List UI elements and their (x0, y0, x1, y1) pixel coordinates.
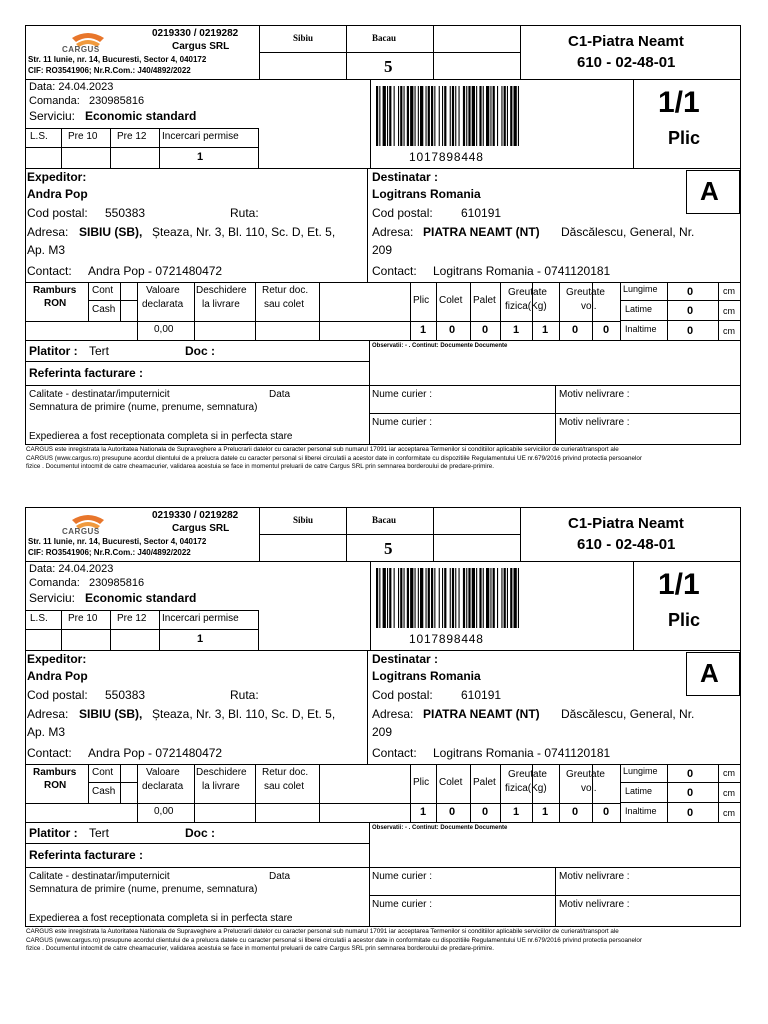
inaltime-value: 0 (687, 807, 694, 819)
barcode-bar (415, 568, 416, 628)
barcode-bar (514, 568, 517, 628)
zone-letter: A (700, 176, 719, 206)
barcode-bar (468, 568, 470, 628)
barcode-bar (387, 568, 388, 628)
route-count: 5 (384, 539, 393, 558)
recipient-address-num: 209 (372, 243, 393, 257)
barcode-bar (428, 86, 430, 146)
la-livrare-label: la livrare (202, 781, 240, 792)
sender-postal-label: Cod postal: (27, 206, 88, 220)
barcode-bar (486, 86, 489, 146)
courier-reason-label-2: Motiv nelivrare : (559, 417, 630, 428)
greutate-vol-label: Greutate (566, 769, 605, 780)
barcode-bar (518, 86, 519, 146)
observations: Observatii: - . Continut: Documente Documente (372, 825, 508, 831)
retur-label: Retur doc. (262, 767, 309, 778)
barcode-bar (415, 86, 416, 146)
barcode-bar (501, 86, 502, 146)
cont-label: Cont (92, 285, 114, 296)
fizica-label: fizica(Kg) (505, 783, 547, 794)
barcode-bar (418, 568, 419, 628)
valoare-label: Valoare (146, 767, 180, 778)
plic-value: 1 (420, 806, 427, 818)
vol-label: vol. (581, 301, 597, 312)
barcode-bar (504, 86, 506, 146)
awb-label-top (0, 0, 768, 482)
barcode-bar (389, 86, 391, 146)
ramburs-currency: RON (44, 298, 67, 309)
barcode-bar (463, 86, 465, 146)
barcode-bar (434, 86, 435, 146)
barcode-bar (518, 568, 519, 628)
declarata-label: declarata (142, 781, 184, 792)
latime-unit: cm (723, 788, 735, 798)
barcode-bar (398, 568, 399, 628)
weight-a-value: 1 (513, 806, 520, 818)
barcode-bar (400, 568, 402, 628)
company-registry: CIF: RO3541906; Nr.R.Com.: J40/4892/2022 (28, 548, 191, 557)
latime-value: 0 (687, 787, 694, 799)
route-code: 610 - 02-48-01 (577, 54, 676, 71)
inaltime-label: Inaltime (625, 806, 657, 816)
signature-quality: Calitate - destinatar/imputernicit (29, 871, 170, 882)
signature-quality: Calitate - destinatar/imputernicit (29, 389, 170, 400)
barcode-bar (376, 86, 378, 146)
option-pre10: Pre 10 (68, 131, 98, 142)
barcode-bar (418, 86, 419, 146)
vol-a-value: 0 (572, 324, 579, 336)
sender-address-label: Adresa: (27, 225, 69, 239)
barcode-bar (431, 568, 433, 628)
lungime-value: 0 (687, 286, 694, 298)
la-livrare-label: la livrare (202, 299, 240, 310)
barcode-bar (394, 568, 395, 628)
legal-line-1: CARGUS este inregistrata la Autoritatea Nationala de Supraveghere a Prelucrarii datelor cu caracter personal sub numarul 17091 iar acceptarea Termenilor si conditiilor aplicabile serviciilor de curierat/transport ale (26, 446, 619, 453)
payer-value: Tert (89, 826, 110, 840)
valoare-label: Valoare (146, 285, 180, 296)
barcode-bar (450, 568, 451, 628)
barcode-bar (486, 568, 489, 628)
option-pre12: Pre 12 (117, 131, 147, 142)
sender-address-apt: Ap. M3 (27, 725, 66, 739)
barcode-bar (490, 86, 491, 146)
barcode-bar (463, 568, 465, 628)
route-destination: Bacau (372, 515, 397, 525)
received-statement: Expedierea a fost receptionata completa si in perfecta stare (29, 913, 293, 924)
barcode-bar (510, 86, 512, 146)
cash-label: Cash (92, 304, 116, 315)
order-number: 230985816 (89, 577, 145, 589)
retur-label: Retur doc. (262, 285, 309, 296)
barcode-bar (507, 568, 508, 628)
barcode-graphic (376, 568, 520, 628)
barcode-bar (426, 86, 427, 146)
shipment-date: Data: 24.04.2023 (29, 563, 114, 575)
option-pre10: Pre 10 (68, 613, 98, 624)
barcode-bar (400, 86, 402, 146)
lungime-unit: cm (723, 286, 735, 296)
sau-colet-label: sau colet (264, 299, 305, 310)
ramburs-currency: RON (44, 780, 67, 791)
inaltime-value: 0 (687, 325, 694, 337)
barcode-bar (389, 568, 391, 628)
barcode-bar (490, 568, 491, 628)
recipient-contact-label: Contact: (372, 264, 417, 278)
sender-address-city: SIBIU (SB), (79, 707, 143, 721)
legal-line-2: CARGUS (www.cargus.ro) presupune acordul clientului de a prelucra datele cu caracter personal si liberei circulatii a acestor date in conformitate cu dispozitiile Regulamentului UE nr.679/2016 privind protectia persoanelor (26, 455, 643, 462)
recipient-address-street: Dăscălescu, General, Nr. (561, 225, 695, 239)
palet-value: 0 (482, 324, 489, 336)
barcode-bar (514, 86, 517, 146)
declarata-label: declarata (142, 299, 184, 310)
sender-contact: Andra Pop - 0721480472 (88, 264, 223, 278)
barcode-bar (379, 568, 380, 628)
received-statement: Expedierea a fost receptionata completa si in perfecta stare (29, 431, 293, 442)
reference-label: Referinta facturare : (29, 848, 144, 862)
recipient-contact: Logitrans Romania - 0741120181 (433, 264, 611, 278)
recipient-postal: 610191 (461, 206, 502, 220)
barcode-bar (420, 86, 423, 146)
route-code: 610 - 02-48-01 (577, 536, 676, 553)
greutate-label: Greutate (508, 287, 547, 298)
courier-name-label-2: Nume curier : (372, 899, 433, 910)
legal-line-3: fizice . Documentul intocmit de catre cheamacurier, validarea acestuia se face in momentul preluarii de catre Cargus SRL prin semnarea borderoului de predare-primire. (26, 945, 495, 952)
barcode-bar (450, 86, 451, 146)
barcode-bar (442, 86, 443, 146)
company-registry: CIF: RO3541906; Nr.R.Com.: J40/4892/2022 (28, 66, 191, 75)
inaltime-unit: cm (723, 808, 735, 818)
cash-label: Cash (92, 786, 116, 797)
recipient-contact-label: Contact: (372, 746, 417, 760)
legal-line-2: CARGUS (www.cargus.ro) presupune acordul clientului de a prelucra datele cu caracter personal si liberei circulatii a acestor date in conformitate cu dispozitiile Regulamentului UE nr.679/2016 privind protectia persoanelor (26, 937, 643, 944)
recipient-address-label: Adresa: (372, 707, 414, 721)
route-center: C1-Piatra Neamt (568, 33, 684, 50)
payer-value: Tert (89, 344, 110, 358)
declared-value: 0,00 (154, 806, 174, 817)
barcode-bar (510, 568, 512, 628)
route-center: C1-Piatra Neamt (568, 515, 684, 532)
vol-label: vol. (581, 783, 597, 794)
inaltime-label: Inaltime (625, 324, 657, 334)
sender-route-label: Ruta: (230, 688, 259, 702)
weight-a-value: 1 (513, 324, 520, 336)
company-name: Cargus SRL (172, 523, 230, 534)
deschidere-label: Deschidere (196, 767, 247, 778)
sender-heading: Expeditor: (27, 170, 87, 184)
courier-reason-label-2: Motiv nelivrare : (559, 899, 630, 910)
company-address: Str. 11 Iunie, nr. 14, Bucuresti, Sector 4, 040172 (28, 537, 207, 546)
inaltime-unit: cm (723, 326, 735, 336)
barcode-bar (483, 568, 484, 628)
barcode-bar (493, 568, 495, 628)
barcode-bar (493, 86, 495, 146)
logo-text: CARGUS (62, 45, 100, 54)
barcode-bar (501, 568, 502, 628)
package-type: Plic (668, 610, 701, 630)
recipient-contact: Logitrans Romania - 0741120181 (433, 746, 611, 760)
zone-letter: A (700, 658, 719, 688)
courier-name-label: Nume curier : (372, 389, 433, 400)
barcode-bar (439, 86, 440, 146)
sender-heading: Expeditor: (27, 652, 87, 666)
lungime-label: Lungime (623, 284, 658, 294)
plic-value: 1 (420, 324, 427, 336)
recipient-address-city: PIATRA NEAMT (NT) (423, 225, 540, 239)
barcode-bar (376, 568, 378, 628)
barcode-bar (466, 568, 467, 628)
logo-text: CARGUS (62, 527, 100, 536)
colet-label: Colet (439, 295, 463, 306)
signature-line: Semnatura de primire (nume, prenume, semnatura) (29, 884, 258, 895)
sau-colet-label: sau colet (264, 781, 305, 792)
barcode-bar (444, 568, 446, 628)
shipment-date: Data: 24.04.2023 (29, 81, 114, 93)
attempts-label: Incercari permise (162, 131, 239, 142)
barcode-bar (479, 86, 481, 146)
sender-name: Andra Pop (27, 669, 88, 683)
latime-label: Latime (625, 304, 653, 314)
observations: Observatii: - . Continut: Documente Documente (372, 343, 508, 349)
company-phones: 0219330 / 0219282 (152, 510, 239, 521)
payer-label: Platitor : (29, 344, 78, 358)
colet-value: 0 (449, 806, 456, 818)
barcode-bar (459, 568, 460, 628)
greutate-label: Greutate (508, 769, 547, 780)
sender-address-street: Șteaza, Nr. 3, Bl. 110, Sc. D, Et. 5, (152, 225, 336, 239)
latime-unit: cm (723, 306, 735, 316)
signature-date: Data (269, 389, 291, 400)
barcode-bar (468, 86, 470, 146)
deschidere-label: Deschidere (196, 285, 247, 296)
barcode-bar (444, 86, 446, 146)
barcode-bar (387, 86, 388, 146)
barcode-bar (455, 568, 456, 628)
doc-label: Doc : (185, 344, 215, 358)
ramburs-label: Ramburs (33, 285, 77, 296)
recipient-address-city: PIATRA NEAMT (NT) (423, 707, 540, 721)
route-origin: Sibiu (293, 33, 314, 43)
plic-label: Plic (413, 295, 430, 306)
cont-label: Cont (92, 767, 114, 778)
barcode-bar (452, 86, 454, 146)
barcode-bar (497, 86, 498, 146)
route-origin: Sibiu (293, 515, 314, 525)
lungime-label: Lungime (623, 766, 658, 776)
barcode-bar (404, 86, 405, 146)
plic-label: Plic (413, 777, 430, 788)
vol-b-value: 0 (603, 806, 610, 818)
option-pre12: Pre 12 (117, 613, 147, 624)
palet-label: Palet (473, 777, 496, 788)
barcode-bar (428, 568, 430, 628)
barcode-bar (404, 568, 405, 628)
doc-label: Doc : (185, 826, 215, 840)
barcode-bar (434, 568, 435, 628)
attempts-value: 1 (197, 633, 204, 645)
recipient-name: Logitrans Romania (372, 669, 481, 683)
sender-contact: Andra Pop - 0721480472 (88, 746, 223, 760)
barcode-bar (455, 86, 456, 146)
greutate-vol-label: Greutate (566, 287, 605, 298)
awb-label-bottom (0, 482, 768, 964)
barcode-bar (483, 86, 484, 146)
sender-postal: 550383 (105, 206, 146, 220)
recipient-postal: 610191 (461, 688, 502, 702)
service-label: Serviciu: (29, 591, 76, 605)
barcode-bar (383, 86, 386, 146)
barcode-bar (407, 568, 409, 628)
declared-value: 0,00 (154, 324, 174, 335)
recipient-postal-label: Cod postal: (372, 688, 433, 702)
vol-b-value: 0 (603, 324, 610, 336)
barcode-number: 1017898448 (409, 150, 484, 164)
company-address: Str. 11 Iunie, nr. 14, Bucuresti, Sector 4, 040172 (28, 55, 207, 64)
sender-address-city: SIBIU (SB), (79, 225, 143, 239)
courier-name-label-2: Nume curier : (372, 417, 433, 428)
barcode-bar (459, 86, 460, 146)
courier-reason-label: Motiv nelivrare : (559, 871, 630, 882)
fizica-label: fizica(Kg) (505, 301, 547, 312)
colet-value: 0 (449, 324, 456, 336)
reference-label: Referinta facturare : (29, 366, 144, 380)
option-ls: L.S. (30, 613, 48, 624)
order-label: Comanda: (29, 95, 80, 107)
order-number: 230985816 (89, 95, 145, 107)
pieces-count: 1/1 (658, 86, 700, 119)
weight-b-value: 1 (542, 806, 549, 818)
sender-address-street: Șteaza, Nr. 3, Bl. 110, Sc. D, Et. 5, (152, 707, 336, 721)
barcode-bar (407, 86, 409, 146)
recipient-address-label: Adresa: (372, 225, 414, 239)
vol-a-value: 0 (572, 806, 579, 818)
barcode-bar (431, 86, 433, 146)
company-phones: 0219330 / 0219282 (152, 28, 239, 39)
weight-b-value: 1 (542, 324, 549, 336)
palet-value: 0 (482, 806, 489, 818)
barcode-bar (442, 568, 443, 628)
option-ls: L.S. (30, 131, 48, 142)
service-value: Economic standard (85, 109, 197, 123)
barcode-bar (452, 568, 454, 628)
lungime-value: 0 (687, 768, 694, 780)
barcode-graphic (376, 86, 520, 146)
pieces-count: 1/1 (658, 568, 700, 601)
recipient-name: Logitrans Romania (372, 187, 481, 201)
attempts-value: 1 (197, 151, 204, 163)
legal-line-3: fizice . Documentul intocmit de catre cheamacurier, validarea acestuia se face in momentul preluarii de catre Cargus SRL prin semnarea borderoului de predare-primire. (26, 463, 495, 470)
ramburs-label: Ramburs (33, 767, 77, 778)
recipient-address-street: Dăscălescu, General, Nr. (561, 707, 695, 721)
barcode-bar (398, 86, 399, 146)
payer-label: Platitor : (29, 826, 78, 840)
order-label: Comanda: (29, 577, 80, 589)
signature-line: Semnatura de primire (nume, prenume, semnatura) (29, 402, 258, 413)
barcode-bar (420, 568, 423, 628)
company-name: Cargus SRL (172, 41, 230, 52)
barcode-bar (394, 86, 395, 146)
latime-label: Latime (625, 786, 653, 796)
barcode-number: 1017898448 (409, 632, 484, 646)
signature-date: Data (269, 871, 291, 882)
barcode-bar (383, 568, 386, 628)
sender-contact-label: Contact: (27, 264, 72, 278)
courier-name-label: Nume curier : (372, 871, 433, 882)
service-value: Economic standard (85, 591, 197, 605)
barcode-bar (439, 568, 440, 628)
barcode-bar (476, 86, 477, 146)
service-label: Serviciu: (29, 109, 76, 123)
route-destination: Bacau (372, 33, 397, 43)
recipient-address-num: 209 (372, 725, 393, 739)
barcode-bar (497, 568, 498, 628)
sender-postal-label: Cod postal: (27, 688, 88, 702)
sender-address-apt: Ap. M3 (27, 243, 66, 257)
colet-label: Colet (439, 777, 463, 788)
barcode-bar (472, 86, 475, 146)
sender-route-label: Ruta: (230, 206, 259, 220)
barcode-bar (507, 86, 508, 146)
recipient-postal-label: Cod postal: (372, 206, 433, 220)
route-count: 5 (384, 57, 393, 76)
courier-reason-label: Motiv nelivrare : (559, 389, 630, 400)
barcode-bar (410, 86, 413, 146)
barcode-bar (479, 568, 481, 628)
recipient-heading: Destinatar : (372, 170, 439, 184)
legal-line-1: CARGUS este inregistrata la Autoritatea Nationala de Supraveghere a Prelucrarii datelor cu caracter personal sub numarul 17091 iar acceptarea Termenilor si conditiilor aplicabile serviciilor de curierat/transport ale (26, 928, 619, 935)
barcode-bar (379, 86, 380, 146)
latime-value: 0 (687, 305, 694, 317)
barcode-bar (466, 86, 467, 146)
sender-address-label: Adresa: (27, 707, 69, 721)
attempts-label: Incercari permise (162, 613, 239, 624)
lungime-unit: cm (723, 768, 735, 778)
palet-label: Palet (473, 295, 496, 306)
sender-postal: 550383 (105, 688, 146, 702)
recipient-heading: Destinatar : (372, 652, 439, 666)
barcode-bar (504, 568, 506, 628)
barcode-bar (476, 568, 477, 628)
barcode-bar (426, 568, 427, 628)
package-type: Plic (668, 128, 701, 148)
sender-name: Andra Pop (27, 187, 88, 201)
barcode-bar (410, 568, 413, 628)
barcode-bar (472, 568, 475, 628)
sender-contact-label: Contact: (27, 746, 72, 760)
